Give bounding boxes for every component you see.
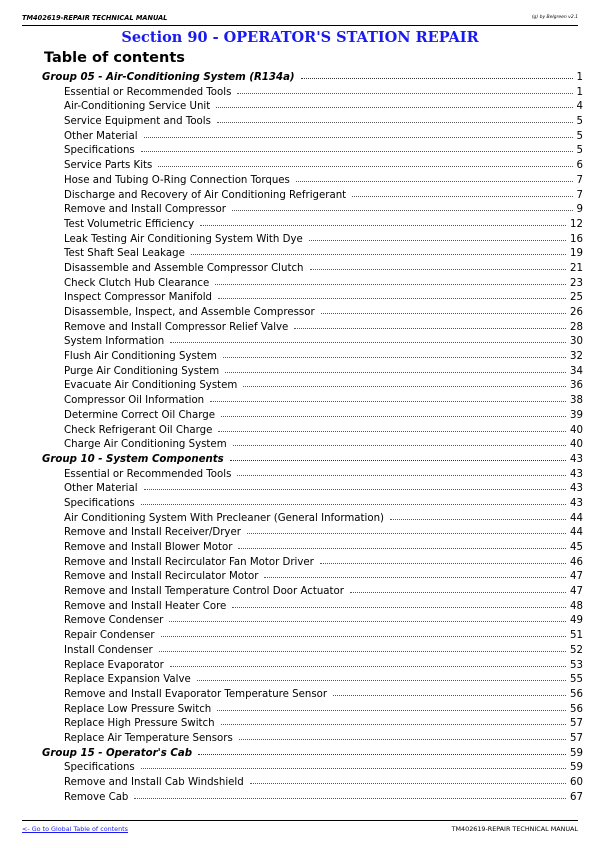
toc-entry-label: Remove and Install Evaporator Temperature Sensor bbox=[64, 688, 328, 700]
toc-entry-page-number: 44 bbox=[570, 527, 583, 539]
dot-leader bbox=[238, 547, 566, 549]
toc-entry[interactable] bbox=[42, 277, 583, 292]
toc-entry-page-number: 67 bbox=[570, 791, 583, 803]
toc-entry[interactable] bbox=[42, 350, 583, 365]
toc-entry-label: Service Parts Kits bbox=[64, 160, 153, 172]
dot-leader bbox=[333, 694, 566, 696]
toc-entry[interactable] bbox=[42, 614, 583, 629]
header-credit: (g) by Belgreen v2.1 bbox=[531, 15, 578, 20]
toc-entry-label: Replace Air Temperature Sensors bbox=[64, 732, 233, 744]
toc-entry-page-number: 34 bbox=[570, 365, 583, 377]
toc-entry[interactable] bbox=[42, 688, 583, 703]
toc-entry-label: Group 15 - Operator's Cab bbox=[42, 747, 193, 759]
dot-leader bbox=[232, 209, 573, 211]
toc-entry-label: Air-Conditioning Service Unit bbox=[64, 101, 211, 113]
toc-entry[interactable] bbox=[42, 629, 583, 644]
dot-leader bbox=[200, 224, 566, 226]
toc-entry[interactable] bbox=[42, 159, 583, 174]
dot-leader bbox=[191, 253, 566, 255]
toc-entry[interactable] bbox=[42, 409, 583, 424]
toc-entry-label: Evacuate Air Conditioning System bbox=[64, 380, 238, 392]
toc-entry-label: Hose and Tubing O-Ring Connection Torques bbox=[64, 174, 290, 186]
toc-entry-label: Purge Air Conditioning System bbox=[64, 365, 220, 377]
toc-entry[interactable] bbox=[42, 233, 583, 248]
dot-leader bbox=[221, 415, 566, 417]
toc-entry-label: Group 10 - System Components bbox=[42, 453, 224, 465]
toc-entry-label: Replace Expansion Valve bbox=[64, 674, 191, 686]
dot-leader bbox=[210, 400, 566, 402]
toc-entry-page-number: 26 bbox=[570, 307, 583, 318]
toc-entry-page-number: 56 bbox=[570, 688, 583, 700]
toc-entry-label: Disassemble, Inspect, and Assemble Compressor bbox=[64, 307, 315, 318]
toc-entry-label: Essential or Recommended Tools bbox=[64, 468, 232, 480]
toc-heading: Table of contents bbox=[44, 50, 185, 66]
toc-entry-page-number: 4 bbox=[576, 101, 583, 113]
toc-entry[interactable] bbox=[42, 379, 583, 394]
toc-entry-label: Remove and Install Heater Core bbox=[64, 600, 227, 612]
toc-entry[interactable] bbox=[42, 600, 583, 615]
dot-leader bbox=[243, 385, 566, 387]
toc-entry-page-number: 1 bbox=[576, 86, 583, 98]
toc-entry-label: Specifications bbox=[64, 762, 135, 774]
dot-leader bbox=[218, 430, 566, 432]
dot-leader bbox=[141, 503, 566, 505]
toc-entry[interactable] bbox=[42, 468, 583, 483]
toc-entry-page-number: 23 bbox=[570, 277, 583, 289]
toc-entry-page-number: 46 bbox=[570, 556, 583, 568]
dot-leader bbox=[170, 665, 566, 667]
toc-entry-page-number: 32 bbox=[570, 351, 583, 363]
dot-leader bbox=[296, 180, 573, 182]
toc-entry-label: Check Clutch Hub Clearance bbox=[64, 277, 210, 289]
toc-entry-page-number: 5 bbox=[576, 116, 583, 128]
toc-entry[interactable] bbox=[42, 291, 583, 306]
dot-leader bbox=[198, 753, 566, 755]
toc-entry-label: Group 05 - Air-Conditioning System (R134a) bbox=[42, 72, 295, 83]
toc-entry[interactable] bbox=[42, 776, 583, 791]
toc-entry-label: Determine Correct Oil Charge bbox=[64, 409, 215, 421]
toc-entry[interactable] bbox=[42, 717, 583, 732]
toc-entry-label: Replace Low Pressure Switch bbox=[64, 703, 212, 715]
toc-entry-label: Remove Condenser bbox=[64, 615, 164, 627]
dot-leader bbox=[239, 738, 566, 740]
toc-entry-page-number: 43 bbox=[570, 453, 583, 465]
dot-leader bbox=[301, 77, 573, 79]
toc-entry[interactable] bbox=[42, 732, 583, 747]
toc-entry-label: Remove Cab bbox=[64, 791, 129, 803]
toc-entry[interactable] bbox=[42, 659, 583, 674]
toc-entry[interactable] bbox=[42, 189, 583, 204]
toc-group-entry[interactable] bbox=[42, 453, 583, 468]
dot-leader bbox=[218, 297, 566, 299]
toc-entry[interactable] bbox=[42, 365, 583, 380]
toc-entry[interactable] bbox=[42, 512, 583, 527]
toc-entry[interactable] bbox=[42, 482, 583, 497]
toc-entry-page-number: 21 bbox=[570, 262, 583, 274]
dot-leader bbox=[310, 268, 567, 270]
toc-entry-page-number: 59 bbox=[570, 747, 583, 759]
toc-entry-label: Remove and Install Recirculator Fan Motor Driver bbox=[64, 556, 314, 568]
toc-entry-page-number: 6 bbox=[576, 160, 583, 172]
dot-leader bbox=[264, 576, 566, 578]
dot-leader bbox=[217, 121, 573, 123]
toc-entry-page-number: 9 bbox=[576, 204, 583, 216]
toc-entry-label: Replace Evaporator bbox=[64, 659, 164, 671]
toc-entry-label: Air Conditioning System With Precleaner (General Information) bbox=[64, 512, 385, 524]
toc-entry[interactable] bbox=[42, 438, 583, 453]
toc-entry-page-number: 40 bbox=[570, 424, 583, 436]
toc-entry[interactable] bbox=[42, 174, 583, 189]
toc-entry-page-number: 45 bbox=[570, 542, 583, 553]
toc-entry[interactable] bbox=[42, 218, 583, 233]
toc-entry-page-number: 43 bbox=[570, 468, 583, 480]
dot-leader bbox=[309, 239, 566, 241]
toc-entry-label: Test Shaft Seal Leakage bbox=[64, 248, 185, 260]
toc-entry[interactable] bbox=[42, 570, 583, 585]
dot-leader bbox=[217, 709, 566, 711]
toc-entry-label: Compressor Oil Information bbox=[64, 395, 205, 407]
dot-leader bbox=[170, 341, 566, 343]
toc-entry-label: Essential or Recommended Tools bbox=[64, 86, 232, 98]
toc-entry-page-number: 39 bbox=[570, 409, 583, 421]
toc-entry[interactable] bbox=[42, 144, 583, 159]
toc-entry[interactable] bbox=[42, 115, 583, 130]
toc-entry-label: Test Volumetric Efficiency bbox=[64, 218, 195, 230]
toc-entry-page-number: 47 bbox=[570, 571, 583, 583]
dot-leader bbox=[352, 195, 572, 197]
toc-entry[interactable] bbox=[42, 644, 583, 659]
dot-leader bbox=[134, 797, 566, 799]
dot-leader bbox=[237, 474, 566, 476]
dot-leader bbox=[321, 312, 566, 314]
toc-entry-label: Remove and Install Recirculator Motor bbox=[64, 571, 259, 583]
toc-entry[interactable] bbox=[42, 526, 583, 541]
toc-entry-page-number: 57 bbox=[570, 732, 583, 744]
toc-entry-page-number: 38 bbox=[570, 395, 583, 407]
toc-entry[interactable] bbox=[42, 262, 583, 277]
toc-entry-label: Specifications bbox=[64, 145, 135, 157]
toc-entry-page-number: 19 bbox=[570, 248, 583, 260]
global-toc-link[interactable]: <- Go to Global Table of contents bbox=[22, 825, 128, 833]
toc-entry-page-number: 44 bbox=[570, 512, 583, 524]
dot-leader bbox=[390, 518, 566, 520]
toc-entry-label: Remove and Install Receiver/Dryer bbox=[64, 527, 241, 539]
toc-entry[interactable] bbox=[42, 791, 583, 806]
toc-group-entry[interactable] bbox=[42, 71, 583, 86]
toc-entry[interactable] bbox=[42, 100, 583, 115]
toc-entry-page-number: 59 bbox=[570, 762, 583, 774]
dot-leader bbox=[141, 767, 566, 769]
toc-entry[interactable] bbox=[42, 424, 583, 439]
page-footer bbox=[22, 820, 578, 833]
dot-leader bbox=[225, 371, 566, 373]
toc-entry-page-number: 48 bbox=[570, 600, 583, 612]
toc-entry-label: Replace High Pressure Switch bbox=[64, 718, 215, 730]
toc-entry-label: Specifications bbox=[64, 497, 135, 509]
toc-entry-page-number: 57 bbox=[570, 718, 583, 730]
dot-leader bbox=[144, 488, 566, 490]
section-title: Section 90 - OPERATOR'S STATION REPAIR bbox=[121, 29, 479, 46]
dot-leader bbox=[169, 620, 566, 622]
toc-entry-page-number: 7 bbox=[576, 174, 583, 186]
toc-entry-label: Install Condenser bbox=[64, 644, 153, 656]
dot-leader bbox=[215, 283, 566, 285]
toc-entry-label: Other Material bbox=[64, 483, 138, 495]
toc-entry-page-number: 5 bbox=[576, 145, 583, 157]
footer-manual-title: TM402619-REPAIR TECHNICAL MANUAL bbox=[451, 825, 578, 833]
toc-entry-label: Flush Air Conditioning System bbox=[64, 351, 217, 363]
toc-entry-page-number: 36 bbox=[570, 380, 583, 392]
toc-entry[interactable] bbox=[42, 761, 583, 776]
header-manual-title: TM402619-REPAIR TECHNICAL MANUAL bbox=[22, 14, 168, 22]
toc-entry-label: Charge Air Conditioning System bbox=[64, 439, 227, 451]
toc-entry-label: Check Refrigerant Oil Charge bbox=[64, 424, 213, 436]
toc-entry-page-number: 12 bbox=[570, 218, 583, 230]
toc-entry-label: Remove and Install Blower Motor bbox=[64, 542, 233, 553]
page-header bbox=[22, 13, 578, 26]
toc-entry[interactable] bbox=[42, 585, 583, 600]
dot-leader bbox=[350, 591, 566, 593]
toc-entry-page-number: 56 bbox=[570, 703, 583, 715]
toc-entry[interactable] bbox=[42, 130, 583, 145]
dot-leader bbox=[141, 150, 573, 152]
dot-leader bbox=[294, 327, 566, 329]
toc-entry-page-number: 1 bbox=[576, 72, 583, 83]
toc-entry[interactable] bbox=[42, 247, 583, 262]
toc-entry-page-number: 43 bbox=[570, 497, 583, 509]
toc-entry-page-number: 40 bbox=[570, 439, 583, 451]
toc-entry[interactable] bbox=[42, 497, 583, 512]
dot-leader bbox=[230, 459, 566, 461]
toc-entry-page-number: 5 bbox=[576, 130, 583, 142]
toc-entry-label: Service Equipment and Tools bbox=[64, 116, 211, 128]
dot-leader bbox=[223, 356, 566, 358]
toc-entry[interactable] bbox=[42, 394, 583, 409]
dot-leader bbox=[221, 723, 566, 725]
dot-leader bbox=[237, 92, 572, 94]
toc-entry-label: Remove and Install Cab Windshield bbox=[64, 777, 244, 788]
table-of-contents bbox=[42, 71, 583, 805]
toc-entry-label: Remove and Install Compressor Relief Valve bbox=[64, 321, 289, 333]
toc-entry-page-number: 47 bbox=[570, 586, 583, 598]
toc-entry[interactable] bbox=[42, 306, 583, 321]
toc-entry-page-number: 53 bbox=[570, 659, 583, 671]
toc-entry-label: Inspect Compressor Manifold bbox=[64, 292, 213, 304]
toc-entry-page-number: 16 bbox=[570, 233, 583, 245]
toc-entry[interactable] bbox=[42, 673, 583, 688]
toc-entry[interactable] bbox=[42, 203, 583, 218]
toc-entry-label: Other Material bbox=[64, 130, 138, 142]
toc-entry-label: Remove and Install Temperature Control Door Actuator bbox=[64, 586, 344, 598]
toc-entry-label: Remove and Install Compressor bbox=[64, 204, 226, 216]
dot-leader bbox=[161, 635, 566, 637]
toc-entry-label: Discharge and Recovery of Air Conditioning Refrigerant bbox=[64, 189, 347, 201]
dot-leader bbox=[158, 165, 572, 167]
dot-leader bbox=[159, 650, 566, 652]
toc-entry-label: System Information bbox=[64, 336, 165, 348]
toc-entry-label: Disassemble and Assemble Compressor Clutch bbox=[64, 262, 304, 274]
toc-entry[interactable] bbox=[42, 321, 583, 336]
dot-leader bbox=[232, 606, 566, 608]
toc-entry-label: Leak Testing Air Conditioning System With Dye bbox=[64, 233, 303, 245]
dot-leader bbox=[247, 532, 566, 534]
toc-entry[interactable] bbox=[42, 335, 583, 350]
toc-entry[interactable] bbox=[42, 86, 583, 101]
toc-entry[interactable] bbox=[42, 703, 583, 718]
toc-entry[interactable] bbox=[42, 556, 583, 571]
toc-entry-page-number: 60 bbox=[570, 777, 583, 788]
toc-entry[interactable] bbox=[42, 541, 583, 556]
dot-leader bbox=[233, 444, 566, 446]
toc-entry-page-number: 28 bbox=[570, 321, 583, 333]
dot-leader bbox=[216, 106, 572, 108]
toc-entry-page-number: 43 bbox=[570, 483, 583, 495]
dot-leader bbox=[197, 679, 566, 681]
toc-group-entry[interactable] bbox=[42, 747, 583, 762]
dot-leader bbox=[144, 136, 573, 138]
toc-entry-page-number: 7 bbox=[576, 189, 583, 201]
toc-entry-page-number: 51 bbox=[570, 630, 583, 642]
toc-entry-page-number: 25 bbox=[570, 292, 583, 304]
toc-entry-label: Repair Condenser bbox=[64, 630, 155, 642]
toc-entry-page-number: 55 bbox=[570, 674, 583, 686]
toc-entry-page-number: 49 bbox=[570, 615, 583, 627]
dot-leader bbox=[250, 782, 566, 784]
toc-entry-page-number: 52 bbox=[570, 644, 583, 656]
toc-entry-page-number: 30 bbox=[570, 336, 583, 348]
dot-leader bbox=[320, 562, 566, 564]
